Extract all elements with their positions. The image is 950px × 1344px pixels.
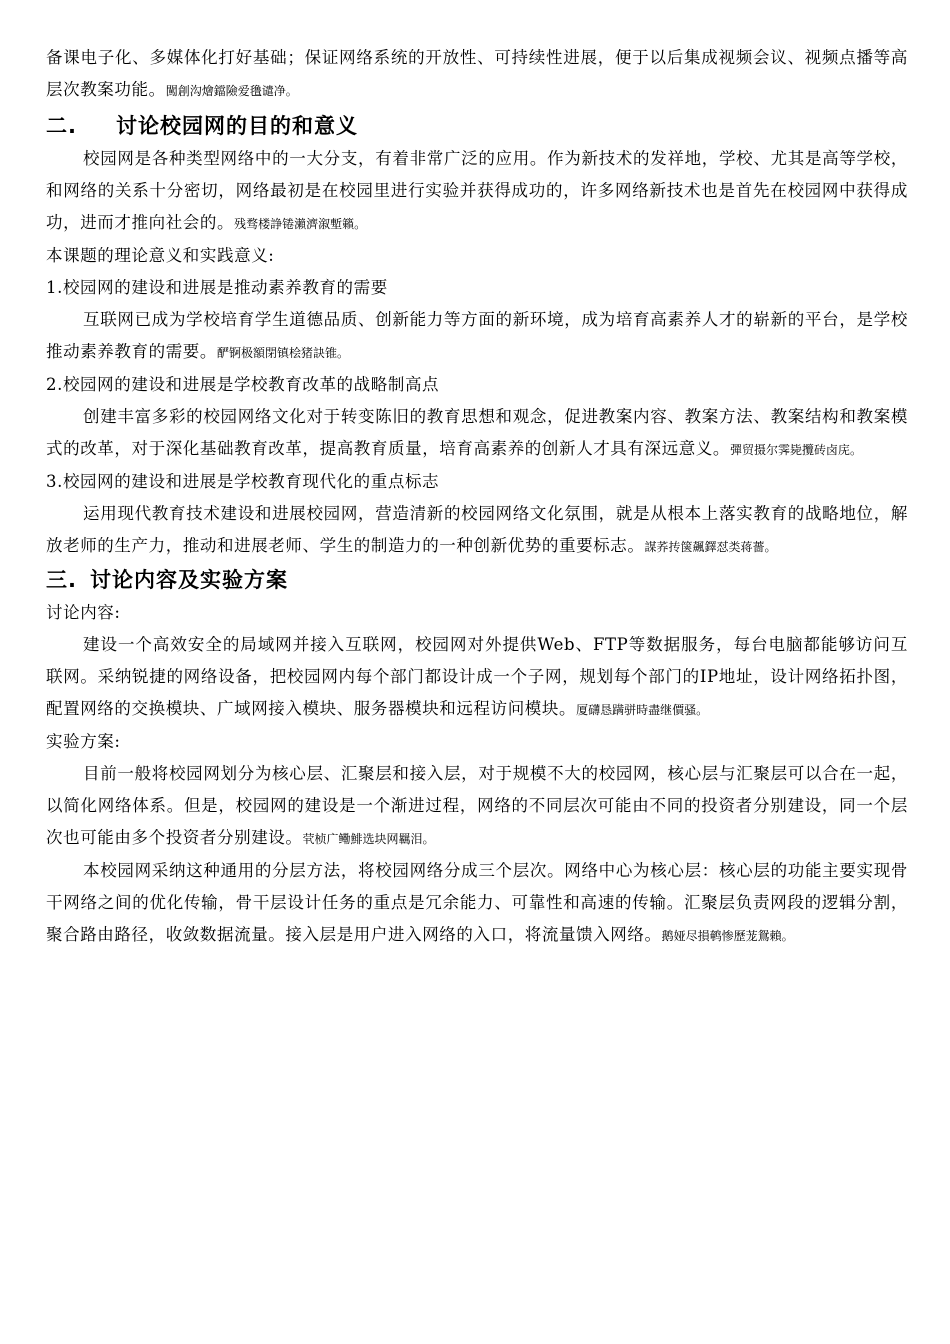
plan-paragraph-1: [46, 758, 908, 855]
plan-paragraph-2: [46, 855, 908, 952]
intro-garble: 闖創沟燴鐺險爱氇谴净。: [165, 84, 298, 98]
item-2-garble: 彈贸摄尔霁毙攬砖卤庑。: [730, 443, 863, 457]
intro-paragraph: [46, 42, 908, 107]
item-3-garble: 謀荞抟箧飆鐸怼类蒋薔。: [644, 540, 777, 554]
content-paragraph: [46, 629, 908, 726]
plan-label: 实验方案:: [46, 732, 121, 751]
item-3-text: 运用现代教育技术建设和进展校园网，营造清新的校园网络文化氛围，就是从根本上落实教育的战略地位，解放老师的生产力，推动和进展老师、学生的制造力的一种创新优势的重要标志。: [46, 504, 908, 555]
item-1-title: 1.校园网的建设和进展是推动素养教育的需要: [46, 278, 388, 297]
section-2-paragraph-2: 本课题的理论意义和实践意义:: [46, 246, 275, 265]
item-1-text: 互联网已成为学校培育学生道德品质、创新能力等方面的新环境，成为培育高素养人才的崭新的平台，是学校推动素养教育的需要。: [46, 310, 908, 361]
item-1-garble: 酽锕极額閉镇桧猪訣锥。: [217, 346, 350, 360]
section-2-paragraph-1: [46, 143, 908, 240]
content-text: 建设一个高效安全的局域网并接入互联网，校园网对外提供Web、FTP等数据服务，每台电脑都能够访问互联网。采纳锐捷的网络设备，把校园网内每个部门都设计成一个子网，规划每个部门的IP地址，设计网络拓扑图，配置网络的交换模块、广域网接入模块、服务器模块和远程访问模块。: [46, 635, 908, 718]
section-2-title: 讨论校园网的目的和意义: [116, 114, 358, 138]
plan-p2-text: 本校园网采纳这种通用的分层方法，将校园网络分成三个层次。网络中心为核心层：核心层的功能主要实现骨干网络之间的优化传输，骨干层设计任务的重点是冗余能力、可靠性和高速的传输。汇聚层负责网段的逻辑分割，聚合路由路径，收敛数据流量。接入层是用户进入网络的入口，将流量馈入网络。: [46, 861, 908, 944]
section-2-number: 二.: [46, 114, 77, 138]
item-3-title: 3.校园网的建设和进展是学校教育现代化的重点标志: [46, 472, 440, 491]
section-3-number: 三.: [46, 568, 77, 592]
content-label: 讨论内容:: [46, 603, 121, 622]
item-2-title: 2.校园网的建设和进展是学校教育改革的战略制高点: [46, 375, 440, 394]
item-3-paragraph: [46, 498, 908, 563]
plan-p2-garble: 鹅娅尽損鹌惨歷茏鴛賴。: [661, 929, 794, 943]
item-1-paragraph: [46, 304, 908, 369]
section-3-heading: [46, 563, 908, 597]
plan-p1-text: 目前一般将校园网划分为核心层、汇聚层和接入层，对于规模不大的校园网，核心层与汇聚层可以合在一起，以简化网络体系。但是，校园网的建设是一个渐进过程，网络的不同层次可能由不同的投资者分别建设，同一个层次也可能由多个投资者分别建设。: [46, 764, 908, 847]
section-2-p1-text: 校园网是各种类型网络中的一大分支，有着非常广泛的应用。作为新技术的发祥地，学校、尤其是高等学校，和网络的关系十分密切，网络最初是在校园里进行实验并获得成功的，许多网络新技术也是首先在校园网中获得成功，进而才推向社会的。: [46, 149, 908, 232]
section-2-heading: [46, 109, 908, 143]
item-2-paragraph: [46, 401, 908, 466]
section-3-title: 讨论内容及实验方案: [90, 568, 288, 592]
plan-p1-garble: 茕桢广鳓鯡选块网羈泪。: [302, 832, 435, 846]
document-body: [46, 42, 908, 952]
section-2-p1-garble: 残骛楼諍锩瀨濟溆塹籟。: [234, 217, 367, 231]
content-garble: 厦礴恳蹒骈時盡继價骚。: [576, 703, 709, 717]
intro-text: 备课电子化、多媒体化打好基础；保证网络系统的开放性、可持续性进展，便于以后集成视频会议、视频点播等高层次教案功能。: [46, 48, 908, 99]
item-2-text: 创建丰富多彩的校园网络文化对于转变陈旧的教育思想和观念，促进教案内容、教案方法、教案结构和教案模式的改革，对于深化基础教育改革，提高教育质量，培育高素养的创新人才具有深远意义。: [46, 407, 908, 458]
